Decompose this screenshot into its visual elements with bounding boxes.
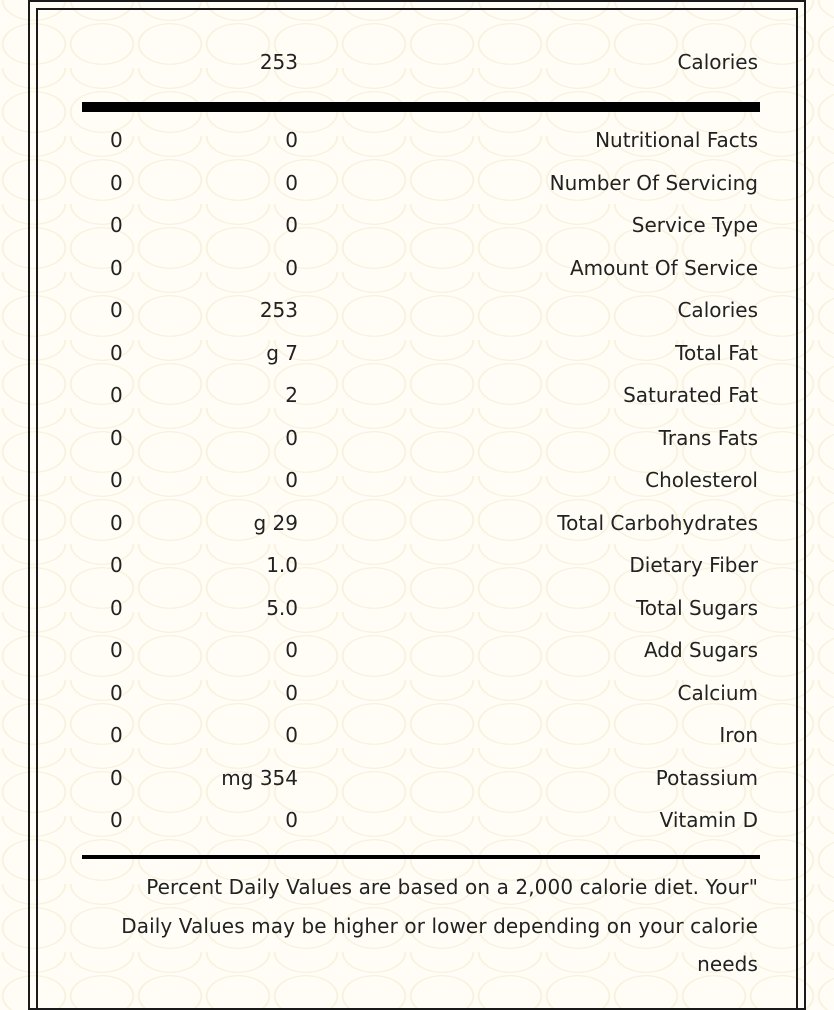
daily-percent: 0	[110, 468, 123, 492]
nutrient-name: Iron	[719, 723, 758, 747]
daily-percent: 0	[110, 510, 123, 535]
amount-value: 253	[259, 298, 298, 322]
nutrient-name: Cholesterol	[645, 468, 758, 492]
amount-value: 0	[285, 808, 298, 832]
table-row	[82, 247, 758, 290]
amount-value: 0	[285, 128, 298, 152]
daily-percent: 0	[110, 213, 123, 237]
table-row	[82, 629, 758, 672]
table-row	[82, 332, 758, 375]
table-row	[82, 119, 758, 162]
footnote-line-3: needs	[697, 952, 758, 976]
table-row	[82, 417, 758, 460]
nutrient-name: Add Sugars	[643, 638, 758, 662]
nutrient-name: Total Sugars	[635, 595, 758, 620]
footnote-line-1: Percent Daily Values are based on a 2,000 calorie diet. Your"	[146, 875, 758, 899]
amount-value: 0	[285, 170, 298, 195]
table-row	[82, 374, 758, 417]
table-row	[82, 204, 758, 247]
nutrient-name: Trans Fats	[658, 425, 758, 450]
amount-value: 0	[285, 638, 298, 662]
nutrient-name: Total Fat	[675, 340, 758, 365]
daily-percent: 0	[110, 128, 123, 152]
daily-percent: 0	[110, 170, 123, 195]
amount-value: mg 354	[221, 765, 298, 790]
table-row	[82, 714, 758, 757]
daily-percent: 0	[110, 340, 123, 365]
daily-percent: 0	[110, 425, 123, 450]
table-row	[82, 799, 758, 842]
amount-value: 0	[285, 213, 298, 237]
thin-divider	[82, 855, 760, 859]
nutrient-name: Nutritional Facts	[595, 128, 758, 152]
nutrient-name: Dietary Fiber	[629, 553, 758, 577]
nutrition-table	[82, 119, 758, 842]
daily-percent: 0	[110, 723, 123, 747]
nutrient-name: Potassium	[655, 765, 758, 790]
amount-value: 0	[285, 468, 298, 492]
table-row	[82, 587, 758, 630]
amount-value: 1.0	[266, 553, 298, 577]
table-row	[82, 672, 758, 715]
nutrient-name: Calories	[677, 298, 758, 322]
amount-value: 5.0	[266, 595, 298, 620]
calories-header-value: 253	[259, 50, 298, 74]
table-row	[82, 502, 758, 545]
table-row	[82, 757, 758, 800]
daily-percent: 0	[110, 638, 123, 662]
amount-value: 0	[285, 255, 298, 280]
daily-percent: 0	[110, 808, 123, 832]
nutrient-name: Number Of Servicing	[549, 170, 758, 195]
amount-value: 0	[285, 723, 298, 747]
daily-percent: 0	[110, 595, 123, 620]
nutrient-name: Service Type	[631, 213, 758, 237]
nutrient-name: Calcium	[677, 680, 758, 705]
footnote-line-2: Daily Values may be higher or lower depending on your calorie	[121, 913, 758, 938]
daily-percent: 0	[110, 680, 123, 705]
amount-value: 0	[285, 680, 298, 705]
thick-divider	[82, 102, 760, 112]
daily-percent: 0	[110, 553, 123, 577]
table-row	[82, 289, 758, 332]
daily-percent: 0	[110, 255, 123, 280]
daily-percent: 0	[110, 383, 123, 407]
table-row	[82, 459, 758, 502]
calories-header-label: Calories	[677, 50, 758, 74]
nutrient-name: Saturated Fat	[623, 383, 758, 407]
amount-value: 0	[285, 425, 298, 450]
daily-values-footnote	[82, 868, 758, 984]
nutrient-name: Total Carbohydrates	[557, 510, 758, 535]
table-row	[82, 544, 758, 587]
amount-value: g 7	[266, 340, 298, 365]
calories-header	[82, 50, 758, 82]
nutrient-name: Vitamin D	[659, 808, 758, 832]
nutrient-name: Amount Of Service	[569, 255, 758, 280]
daily-percent: 0	[110, 765, 123, 790]
amount-value: g 29	[253, 510, 298, 535]
daily-percent: 0	[110, 298, 123, 322]
amount-value: 2	[285, 383, 298, 407]
table-row	[82, 162, 758, 205]
